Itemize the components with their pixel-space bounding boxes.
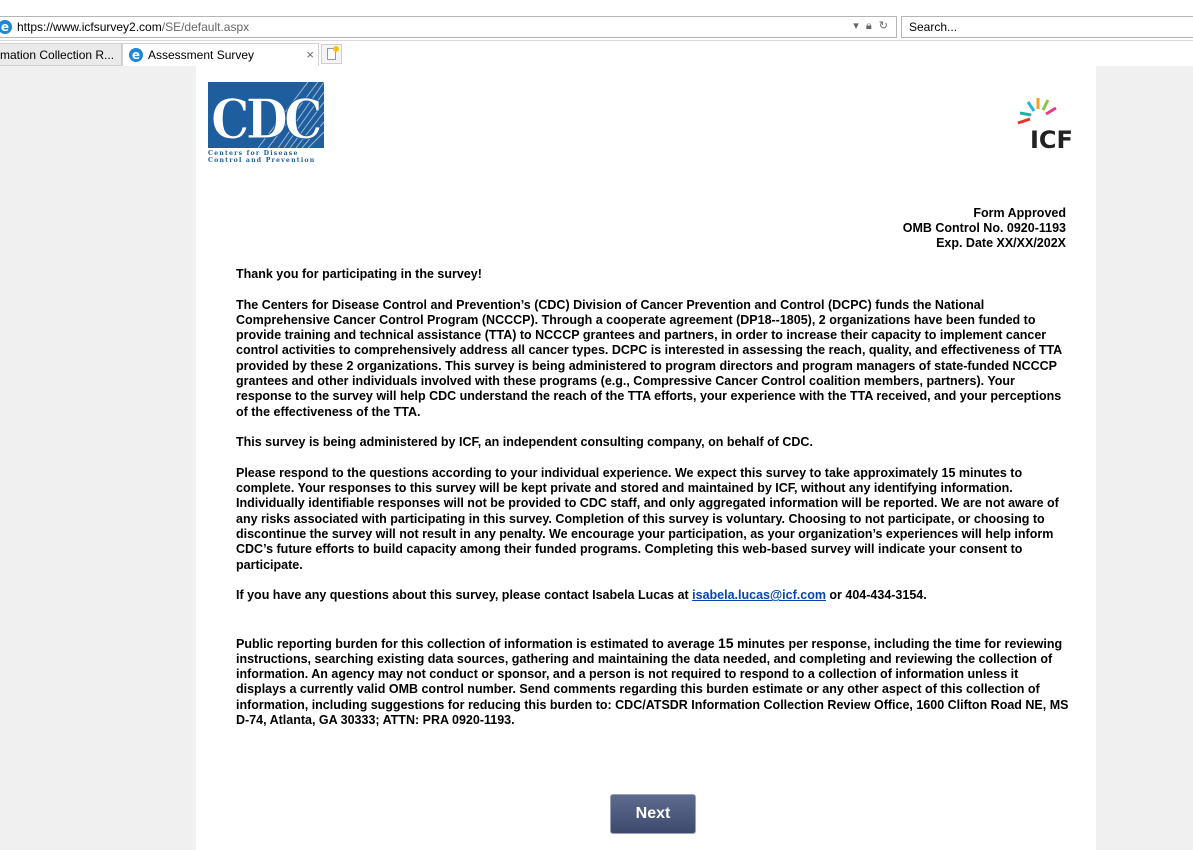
refresh-icon[interactable]: ↻ xyxy=(878,20,888,32)
close-icon[interactable]: × xyxy=(306,47,314,62)
icf-logo xyxy=(1008,96,1080,156)
address-field[interactable] xyxy=(0,16,897,38)
form-approved-label: Form Approved xyxy=(973,206,1066,220)
tab-label: mation Collection R... xyxy=(0,48,115,62)
cdc-logo-line1: Centers for Disease xyxy=(208,150,299,157)
search-input[interactable] xyxy=(901,16,1193,38)
thanks-paragraph: Thank you for participating in the survey! xyxy=(236,267,482,281)
cdc-logo-graphic xyxy=(208,82,324,148)
contact-phone-text: or 404-434-3154. xyxy=(825,588,927,603)
url-text[interactable] xyxy=(17,20,249,34)
omb-approval-block xyxy=(903,206,1066,251)
ie-logo-icon: e xyxy=(0,20,12,34)
burden-minutes: 15 xyxy=(718,634,734,651)
burden-text-post: minutes per response, including the time for reviewing instructions, searching existing data sources, gathering and maintaining the data needed, and completing and reviewing the collection of information. An agency may not conduct or sponsor, and a person is not required to respond to a collection of information unless it displays a currently valid OMB control number. Send comments regarding this burden estimate or any other aspect of this collection of information, including suggestions for reducing this burden to: CDC/ATSDR Information Collection Review Office, 1600 Clifton Road NE, MS D-74, Atlanta, GA 30333; ATTN: PRA 0920-1193. xyxy=(236,636,1069,728)
next-button[interactable]: Next xyxy=(610,794,696,834)
program-description-paragraph: The Centers for Disease Control and Prevention’s (CDC) Division of Cancer Prevention and Control (DCPC) funds the National Comprehensive Cancer Control Program (NCCCP). Through a cooperate agreement (DP18--1805), 2 organizations have been funded to provide training and technical assistance (TTA) to NCCCP grantees and partners, in order to increase their capacity to implement cancer control activities to comprehensively address all cancer types. DCPC is interested in assessing the reach, quality, and effectiveness of TTA provided by these 2 organizations. This survey is being administered to program directors and program managers of state-funded NCCCP grantees and other individuals involved with these programs (e.g., Compressive Cancer Control coalition members, partners). Your response to the survey will help CDC understand the reach of the TTA efforts, your experience with the TTA received, and your perceptions of the effectiveness of the TTA. xyxy=(236,297,1062,419)
new-tab-button[interactable] xyxy=(321,44,342,64)
cdc-logo-mark xyxy=(208,82,324,148)
contact-paragraph xyxy=(236,588,1070,603)
omb-control-number: OMB Control No. 0920-1193 xyxy=(902,221,1066,235)
svg-text:CDC: CDC xyxy=(211,87,321,148)
burden-text-pre: Public reporting burden for this collection of information is estimated to average xyxy=(236,636,719,651)
sparkle-icon xyxy=(333,46,339,52)
address-tools xyxy=(849,19,888,33)
lock-icon[interactable]: 🔒︎ xyxy=(865,20,872,32)
cdc-logo-caption xyxy=(208,150,315,164)
survey-intro-text xyxy=(236,267,1070,744)
survey-page xyxy=(196,66,1096,850)
icf-starburst-icon xyxy=(1008,96,1080,130)
url-path: /SE/default.aspx xyxy=(161,20,250,34)
browser-address-bar xyxy=(0,0,1193,41)
instructions-paragraph: Please respond to the questions according to your individual experience. We expect this survey to take approximately 15 minutes to complete. Your responses to this survey will be kept private and stored and maintained by ICF, without any identifying information. Individually identifiable responses will not be provided to CDC staff, and only aggregated information will be reported. We are not aware of any risks associated with participating in this survey. Completion of this survey is voluntary. Choosing to not participate, or choosing to discontinue the survey will not result in any penalty. We encourage your participation, as your organization’s experiences will help inform CDC’s future efforts to build capacity among their funded programs. Completing this web-based survey will indicate your consent to participate. xyxy=(236,465,1059,572)
tab-information-collection[interactable] xyxy=(0,43,122,66)
cdc-logo-line2: Control and Prevention xyxy=(208,157,316,164)
url-scheme: https:// xyxy=(17,20,54,34)
search-placeholder: Search... xyxy=(909,20,958,34)
icf-wordmark: ICF xyxy=(1030,126,1073,154)
url-host: www.icfsurvey2.com xyxy=(53,20,162,34)
contact-text: If you have any questions about this survey, please contact Isabela Lucas at xyxy=(236,588,693,603)
omb-exp-date: Exp. Date XX/XX/202X xyxy=(936,236,1066,250)
tab-bar xyxy=(0,41,1193,66)
tab-label: Assessment Survey xyxy=(148,48,255,62)
tab-assessment-survey[interactable] xyxy=(122,43,319,66)
administrator-paragraph: This survey is being administered by ICF, an independent consulting company, on behalf of CDC. xyxy=(236,435,813,450)
burden-statement-paragraph xyxy=(236,636,1070,729)
ie-logo-icon: e xyxy=(129,48,143,62)
contact-email-link[interactable]: isabela.lucas@icf.com xyxy=(692,588,826,603)
cdc-logo xyxy=(208,82,324,170)
dropdown-arrow-icon[interactable]: ▾ xyxy=(853,20,859,32)
